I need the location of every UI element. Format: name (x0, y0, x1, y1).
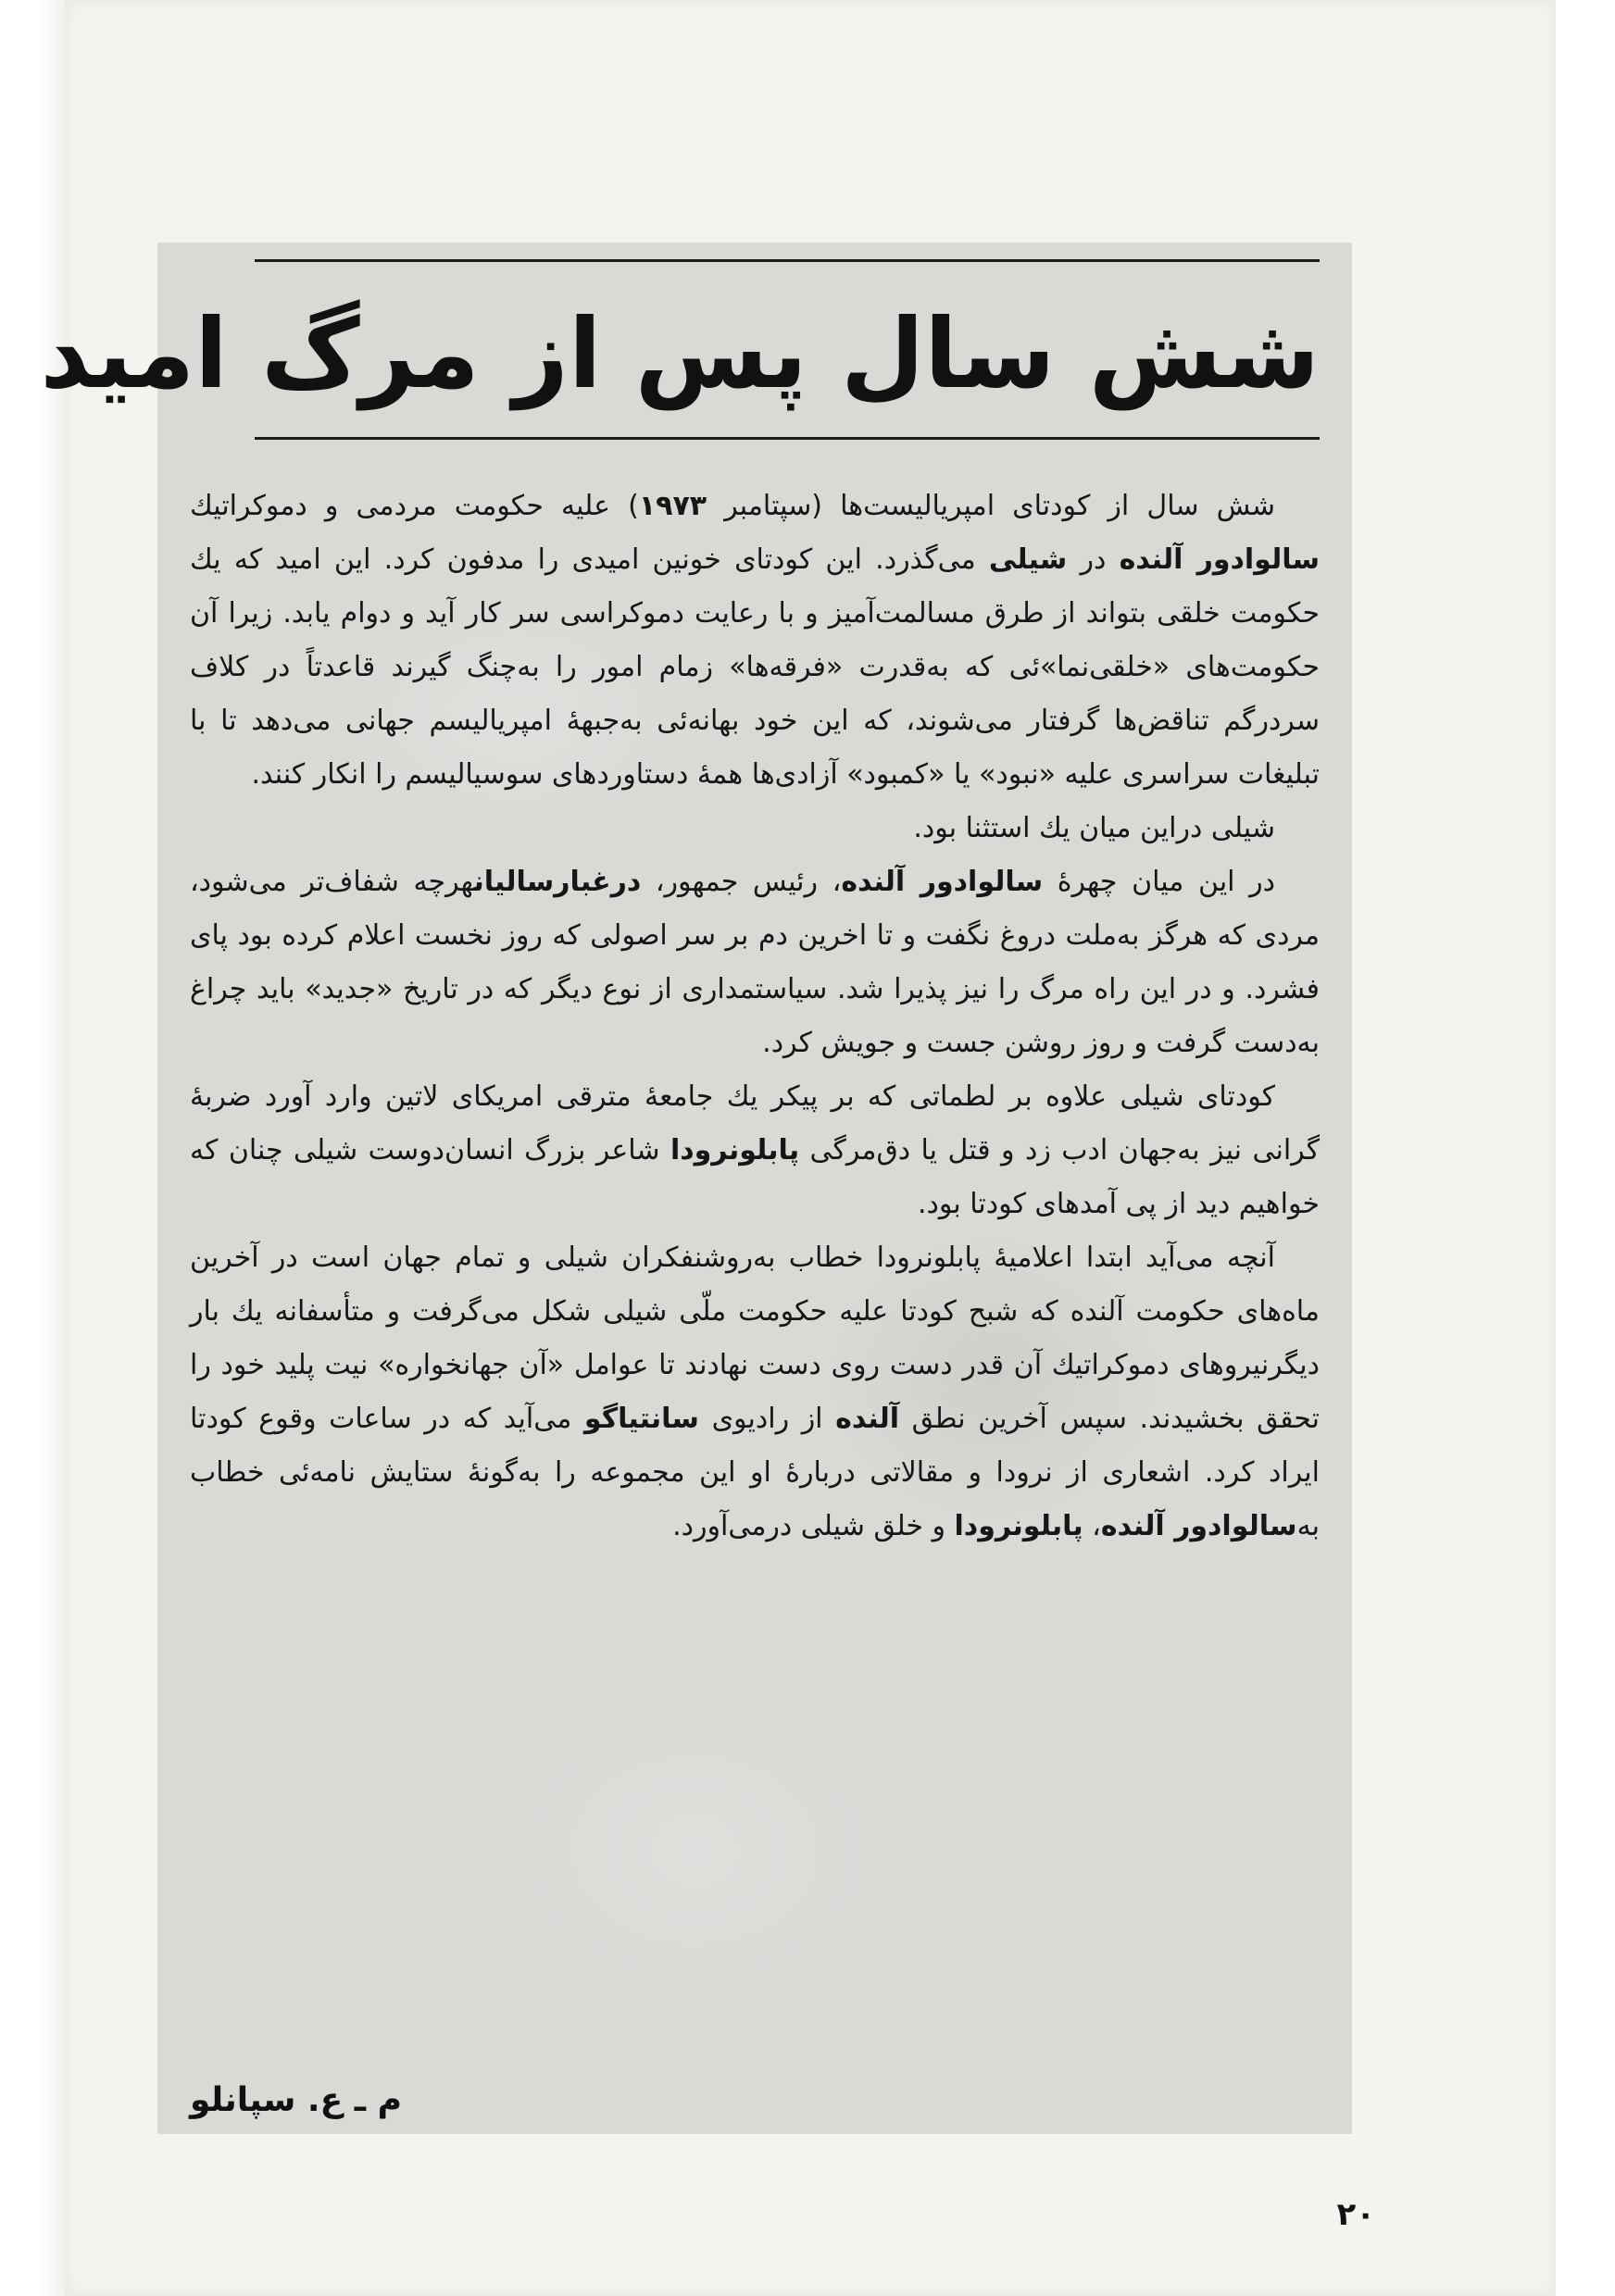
paragraph-text: ) علیه حکومت مردمی و دموکراتیك (190, 490, 639, 522)
emphasized-name: درغبارسالیان (473, 866, 642, 898)
article-paragraph (190, 1231, 1320, 1554)
paragraph-text: شاعر بزرگ انسان‌دوست شیلی چنان که خواهیم دید از پی آمدهای کودتا بود. (190, 1134, 1320, 1220)
article-body (190, 480, 1320, 1554)
emphasized-name: سالوادور آلنده (841, 866, 1044, 898)
page-number: ۲۰ (1336, 2196, 1375, 2233)
title-rule-bottom (255, 437, 1320, 440)
emphasized-name: شیلی (988, 543, 1068, 576)
emphasized-name: ۱۹۷۳ (638, 490, 707, 522)
author-signature: م ـ ع. سپانلو (190, 2081, 402, 2119)
article-paragraph (190, 802, 1320, 855)
paragraph-text: شیلی دراین میان یك استثنا بود. (913, 812, 1275, 844)
paragraph-text: می‌گذرد. این کودتای خونین امیدی را مدفون کرد. این امید که یك حکومت خلقی بتواند از طرق مسالمت‌آمیز و با رعایت دموکراسی سر کار آید و دوام یابد. زیرا آن حکومت‌های «خلقی‌نما»ئی که به‌قدرت «فرقه‌ها» زمام امور را به‌چنگ گیرند قاعدتاً در کلاف سردرگم تناقض‌ها گرفتار می‌شوند، که این خود بهانه‌ئی به‌جبههٔ امپریالیسم جهانی می‌دهد تا با تبلیغات سراسری علیه «نبود» یا «کمبود» آزادی‌ها همهٔ دستاوردهای سوسیالیسم را انکار کنند. (190, 543, 1320, 791)
emphasized-name: سالوادور آلنده (1119, 543, 1321, 576)
emphasized-name: پابلونرودا (670, 1134, 800, 1167)
emphasized-name: پابلونرودا (954, 1510, 1083, 1542)
paragraph-text: در این میان چهرهٔ (1043, 866, 1275, 898)
article-paragraph (190, 1070, 1320, 1231)
paragraph-text: ، (1083, 1510, 1101, 1542)
emphasized-name: سالوادور آلنده (1100, 1510, 1297, 1542)
emphasized-name: آلنده (835, 1403, 899, 1435)
paragraph-text: ، رئیس جمهور، (641, 866, 842, 898)
paragraph-text: و خلق شیلی درمی‌آورد. (672, 1510, 955, 1542)
paragraph-text: هرچه شفاف‌تر می‌شود، مردی که هرگز به‌ملت دروغ نگفت و تا اخرین دم بر سر اصولی که روز نخست اعلام کرده بود پای فشرد. و در این راه مرگ را نیز پذیرا شد. سیاستمداری از نوع دیگر که در تاریخ «جدید» باید چراغ به‌دست گرفت و روز روشن جست و جویش کرد. (190, 866, 1320, 1059)
paragraph-text: از رادیوی (698, 1403, 836, 1435)
paragraph-text: می‌آید که در ساعات وقوع کودتا ایراد کرد. اشعاری از نرودا و مقالاتی دربارهٔ او این مجموعه را به‌گونهٔ ستایش نامه‌ئی خطاب به‌ (190, 1403, 1320, 1542)
paragraph-text: کودتای شیلی علاوه بر لطماتی که بر پیکر یك جامعهٔ مترقی امریکای لاتین وارد آورد ضربهٔ گرانی نیز به‌جهان ادب زد و قتل یا دق‌مرگی (190, 1080, 1320, 1167)
paragraph-text: آنچه می‌آید ابتدا اعلامیهٔ پابلونرودا خطاب به‌روشنفکران شیلی و تمام جهان است در آخرین ماه‌های حکومت آلنده که شبح کودتا علیه حکومت ملّی شیلی شکل می‌گرفت و متأسفانه یك بار دیگرنیروهای دموکراتیك آن قدر دست روی دست نهادند تا عوامل «آن جهانخواره» نیت پلید خود را تحقق بخشیدند. سپس آخرین نطق (190, 1242, 1320, 1435)
article-paragraph (190, 855, 1320, 1070)
title-rule-top (255, 259, 1320, 262)
paragraph-text: در (1067, 543, 1120, 576)
paragraph-text: شش سال از کودتای امپریالیست‌ها (سپتامبر (707, 490, 1275, 522)
article-title: شش سال پس از مرگ امید (40, 297, 1320, 410)
emphasized-name: سانتیاگو (583, 1403, 699, 1435)
article-paragraph (190, 480, 1320, 802)
